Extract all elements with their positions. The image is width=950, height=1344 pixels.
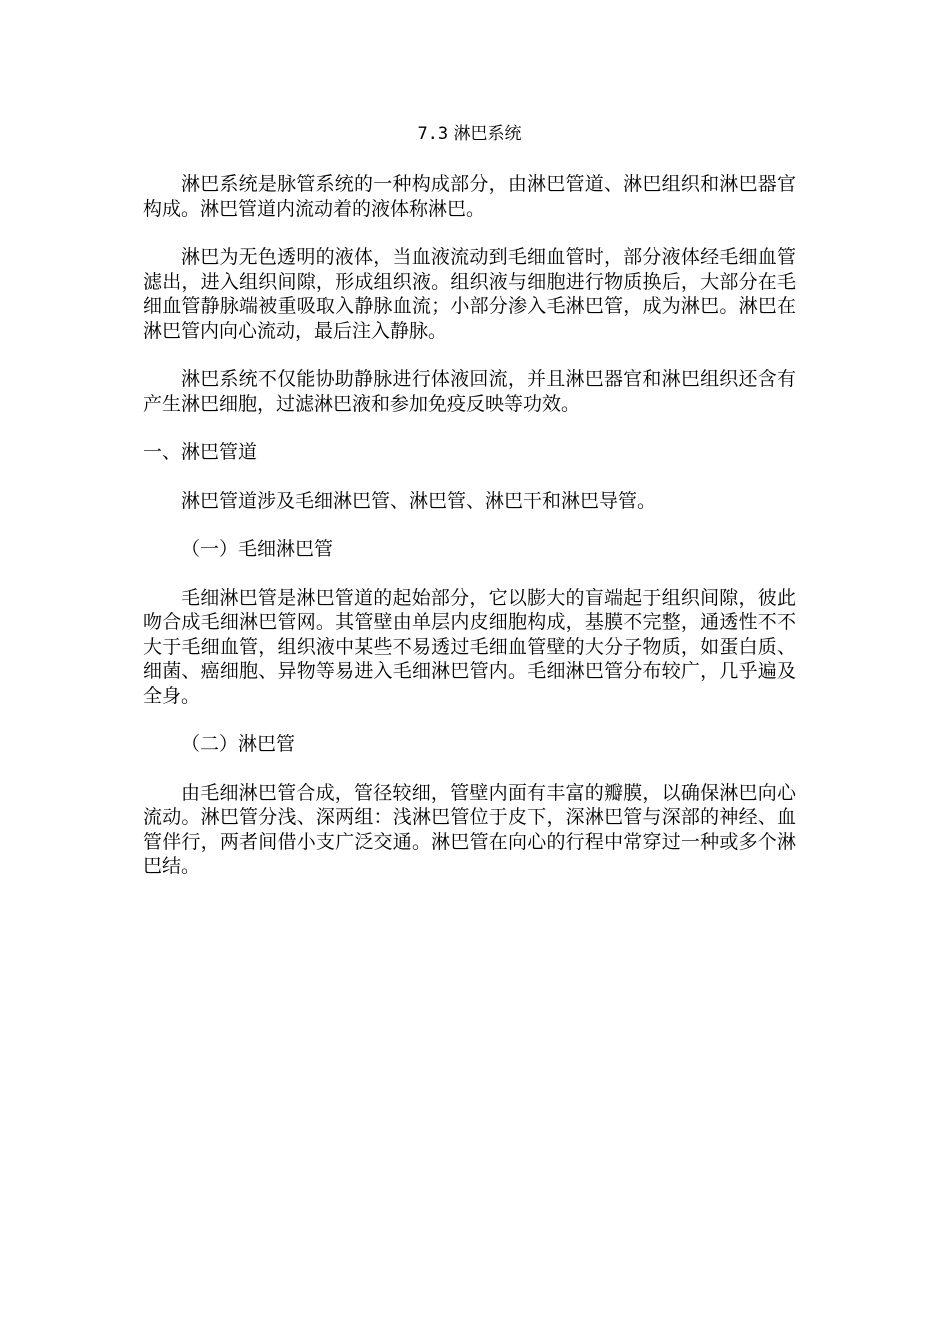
paragraph-ducts-overview: 淋巴管道涉及毛细淋巴管、淋巴管、淋巴干和淋巴导管。 <box>181 489 657 512</box>
paragraph-lymph-fluid: 淋巴为无色透明的液体，当血液流动到毛细血管时，部分液体经毛细血管滤出，进入组织间隙，形成组织液。组织液与细胞进行物质换后，大部分在毛细血管静脉端被重吸取入静脉血流；小部分渗入毛淋巴管，成为淋巴。淋巴在淋巴管内向心流动，最后注入静脉。 <box>143 246 796 342</box>
title-text: 淋巴系统 <box>453 124 522 144</box>
subsection-heading-vessels: （二）淋巴管 <box>181 733 296 755</box>
section-heading-lymph-ducts: 一、淋巴管道 <box>143 441 258 463</box>
paragraph-functions: 淋巴系统不仅能协助静脉进行体液回流，并且淋巴器官和淋巴组织还含有产生淋巴细胞，过滤淋巴液和参加免疫反映等功效。 <box>143 368 796 415</box>
paragraph-intro: 淋巴系统是脉管系统的一种构成部分，由淋巴管道、淋巴组织和淋巴器官构成。淋巴管道内流动着的液体称淋巴。 <box>143 173 796 220</box>
subsection-heading-capillaries: （一）毛细淋巴管 <box>181 538 334 560</box>
paragraph-vessels: 由毛细淋巴管合成，管径较细，管壁内面有丰富的瓣膜，以确保淋巴向心流动。淋巴管分浅、深两组：浅淋巴管位于皮下，深淋巴管与深部的神经、血管伴行，两者间借小支广泛交通。淋巴管在向心的行程中常穿过一种或多个淋巴结。 <box>143 781 796 877</box>
document-page <box>143 122 796 903</box>
page-title <box>143 122 796 146</box>
title-number: 7.3 <box>417 124 449 144</box>
paragraph-capillaries: 毛细淋巴管是淋巴管道的起始部分，它以膨大的盲端起于组织间隙，彼此吻合成毛细淋巴管网。其管壁由单层内皮细胞构成，基膜不完整，通透性不不大于毛细血管，组织液中某些不易透过毛细血管壁的大分子物质，如蛋白质、细菌、癌细胞、异物等易进入毛细淋巴管内。毛细淋巴管分布较广，几乎遍及全身。 <box>143 586 796 707</box>
